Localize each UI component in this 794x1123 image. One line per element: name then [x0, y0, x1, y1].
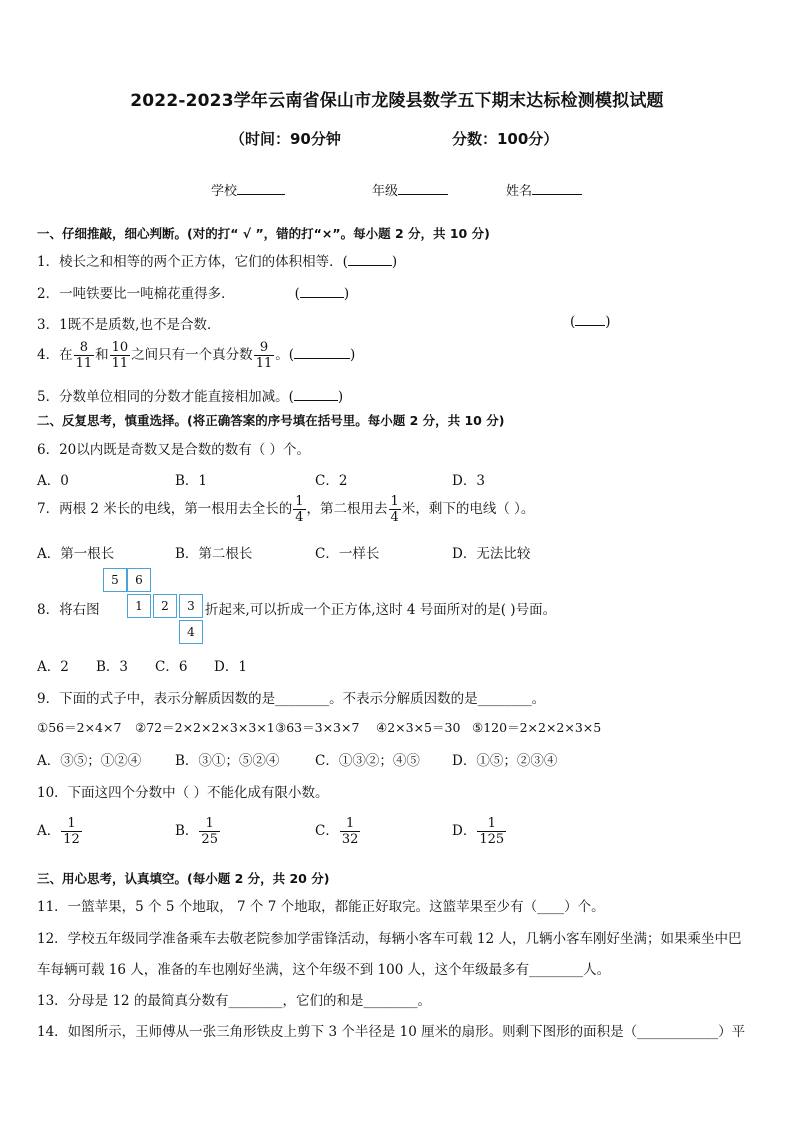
q6-option-a: A．0 — [37, 473, 69, 489]
q7-option-c: C．一样长 — [315, 546, 380, 562]
question-9: 9．下面的式子中，表示分解质因数的是________。不表示分解质因数的是________。 — [37, 691, 546, 707]
grade-label: 年级 — [372, 184, 399, 199]
q9-item-4: ④2×3×5＝30 — [376, 720, 461, 735]
page-title: 2022-2023学年云南省保山市龙陵县数学五下期末达标检测模拟试题 — [130, 91, 664, 111]
q9-option-d: D．①⑤；②③④ — [452, 753, 558, 769]
exam-score: 分数：100分） — [452, 130, 559, 148]
net-face-1: 1 — [127, 594, 151, 618]
q9-item-5: ⑤120＝2×2×2×3×5 — [472, 720, 602, 735]
q6-option-d: D．3 — [452, 473, 485, 489]
question-5: 5．分数单位相同的分数才能直接相加减。( ) — [37, 389, 344, 405]
q6-option-c: C．2 — [315, 473, 348, 489]
net-face-5: 5 — [103, 568, 127, 592]
question-3: 3．1既不是质数,也不是合数． — [37, 317, 221, 333]
q7-option-a: A．第一根长 — [37, 546, 115, 562]
question-12-line-1: 12．学校五年级同学准备乘车去敬老院参加学雷锋活动，每辆小客车可载 12 人，几辆小客车刚好坐满；如果乘坐中巴 — [37, 931, 742, 947]
question-2: 2．一吨铁要比一吨棉花重得多． ( ) — [37, 286, 350, 302]
question-12-line-2: 车每辆可载 16 人，准备的车也刚好坐满，这个年级不到 100 人，这个年级最多有________人。 — [37, 962, 611, 978]
fraction: $\frac{1}{32}$ — [341, 816, 359, 847]
q9-item-3: ③63＝3×3×7 — [275, 720, 360, 735]
question-11: 11．一篮苹果，5 个 5 个地取， 7 个 7 个地取，都能正好取完。这篮苹果至少有（____）个。 — [37, 899, 605, 915]
question-8: 折起来,可以折成一个正方体,这时 4 号面所对的是( )号面。 — [205, 602, 557, 618]
fraction: $\frac{9}{11}$ — [255, 340, 273, 371]
name-label: 姓名 — [506, 184, 533, 199]
q8-option-b: B．3 — [96, 659, 129, 675]
q9-option-c: C．①③②；④⑤ — [315, 753, 420, 769]
net-face-6: 6 — [127, 568, 151, 592]
q10-option-a: A． $\frac{1}{12}$ — [37, 816, 80, 847]
question-8-prefix: 8．将右图 — [37, 602, 100, 618]
question-4: 4．在 $\frac{8}{11}$ 和 $\frac{10}{11}$ 之间只有一个真分数 $\frac{9}{11}$ 。( ) — [37, 340, 356, 371]
fraction: $\frac{1}{4}$ — [295, 494, 304, 525]
question-1: 1．棱长之和相等的两个正方体，它们的体积相等．( ) — [37, 254, 398, 270]
question-7: 7．两根 2 米长的电线，第一根用去全长的 $\frac{1}{4}$ ，第二根用去 $\frac{1}{4}$ 米，剩下的电线（ ）。 — [37, 494, 535, 525]
fraction: $\frac{1}{125}$ — [479, 816, 505, 847]
q9-option-a: A．③⑤；①②④ — [37, 753, 142, 769]
question-6: 6．20以内既是奇数又是合数的数有（ ）个。 — [37, 442, 311, 458]
net-face-4: 4 — [179, 620, 203, 644]
fraction: $\frac{8}{11}$ — [75, 340, 93, 371]
net-face-3: 3 — [179, 594, 203, 618]
q9-item-1: ①56＝2×4×7 — [37, 720, 122, 735]
q8-option-d: D．1 — [214, 659, 247, 675]
grade-field — [372, 180, 448, 199]
exam-time: （时间：90分钟 — [230, 130, 341, 148]
fraction: $\frac{1}{4}$ — [390, 494, 399, 525]
q7-option-d: D．无法比较 — [452, 546, 531, 562]
q9-item-2: ②72＝2×2×2×3×3×1 — [135, 720, 275, 735]
question-14: 14．如图所示，王师傅从一张三角形铁皮上剪下 3 个半径是 10 厘米的扇形。则剩下图形的面积是（____________）平 — [37, 1024, 746, 1040]
q6-option-b: B．1 — [175, 473, 208, 489]
q8-option-a: A．2 — [37, 659, 69, 675]
fraction: $\frac{1}{12}$ — [63, 816, 80, 847]
fraction: $\frac{10}{11}$ — [111, 340, 129, 371]
section-3-heading: 三、用心思考，认真填空。(每小题 2 分，共 20 分) — [37, 871, 330, 886]
net-face-2: 2 — [153, 594, 177, 618]
fraction: $\frac{1}{25}$ — [201, 816, 218, 847]
question-13: 13．分母是 12 的最简真分数有________，它们的和是________。 — [37, 993, 431, 1009]
q8-option-c: C．6 — [155, 659, 188, 675]
q9-option-b: B．③①；⑤②④ — [175, 753, 280, 769]
school-label: 学校 — [211, 184, 238, 199]
q10-option-c: C． $\frac{1}{32}$ — [315, 816, 359, 847]
school-field — [211, 180, 285, 199]
q7-option-b: B．第二根长 — [175, 546, 253, 562]
question-3-blank: ( ) — [570, 314, 611, 330]
q10-option-b: B． $\frac{1}{25}$ — [175, 816, 218, 847]
question-10: 10．下面这四个分数中（ ）不能化成有限小数。 — [37, 785, 329, 801]
section-2-heading: 二、反复思考，慎重选择。(将正确答案的序号填在括号里。每小题 2 分，共 10 分) — [37, 413, 505, 428]
name-field — [506, 180, 582, 199]
section-1-heading: 一、仔细推敲，细心判断。(对的打“ √ ”，错的打“×”。每小题 2 分，共 10 分) — [37, 226, 490, 241]
q10-option-d: D． $\frac{1}{125}$ — [452, 816, 505, 847]
